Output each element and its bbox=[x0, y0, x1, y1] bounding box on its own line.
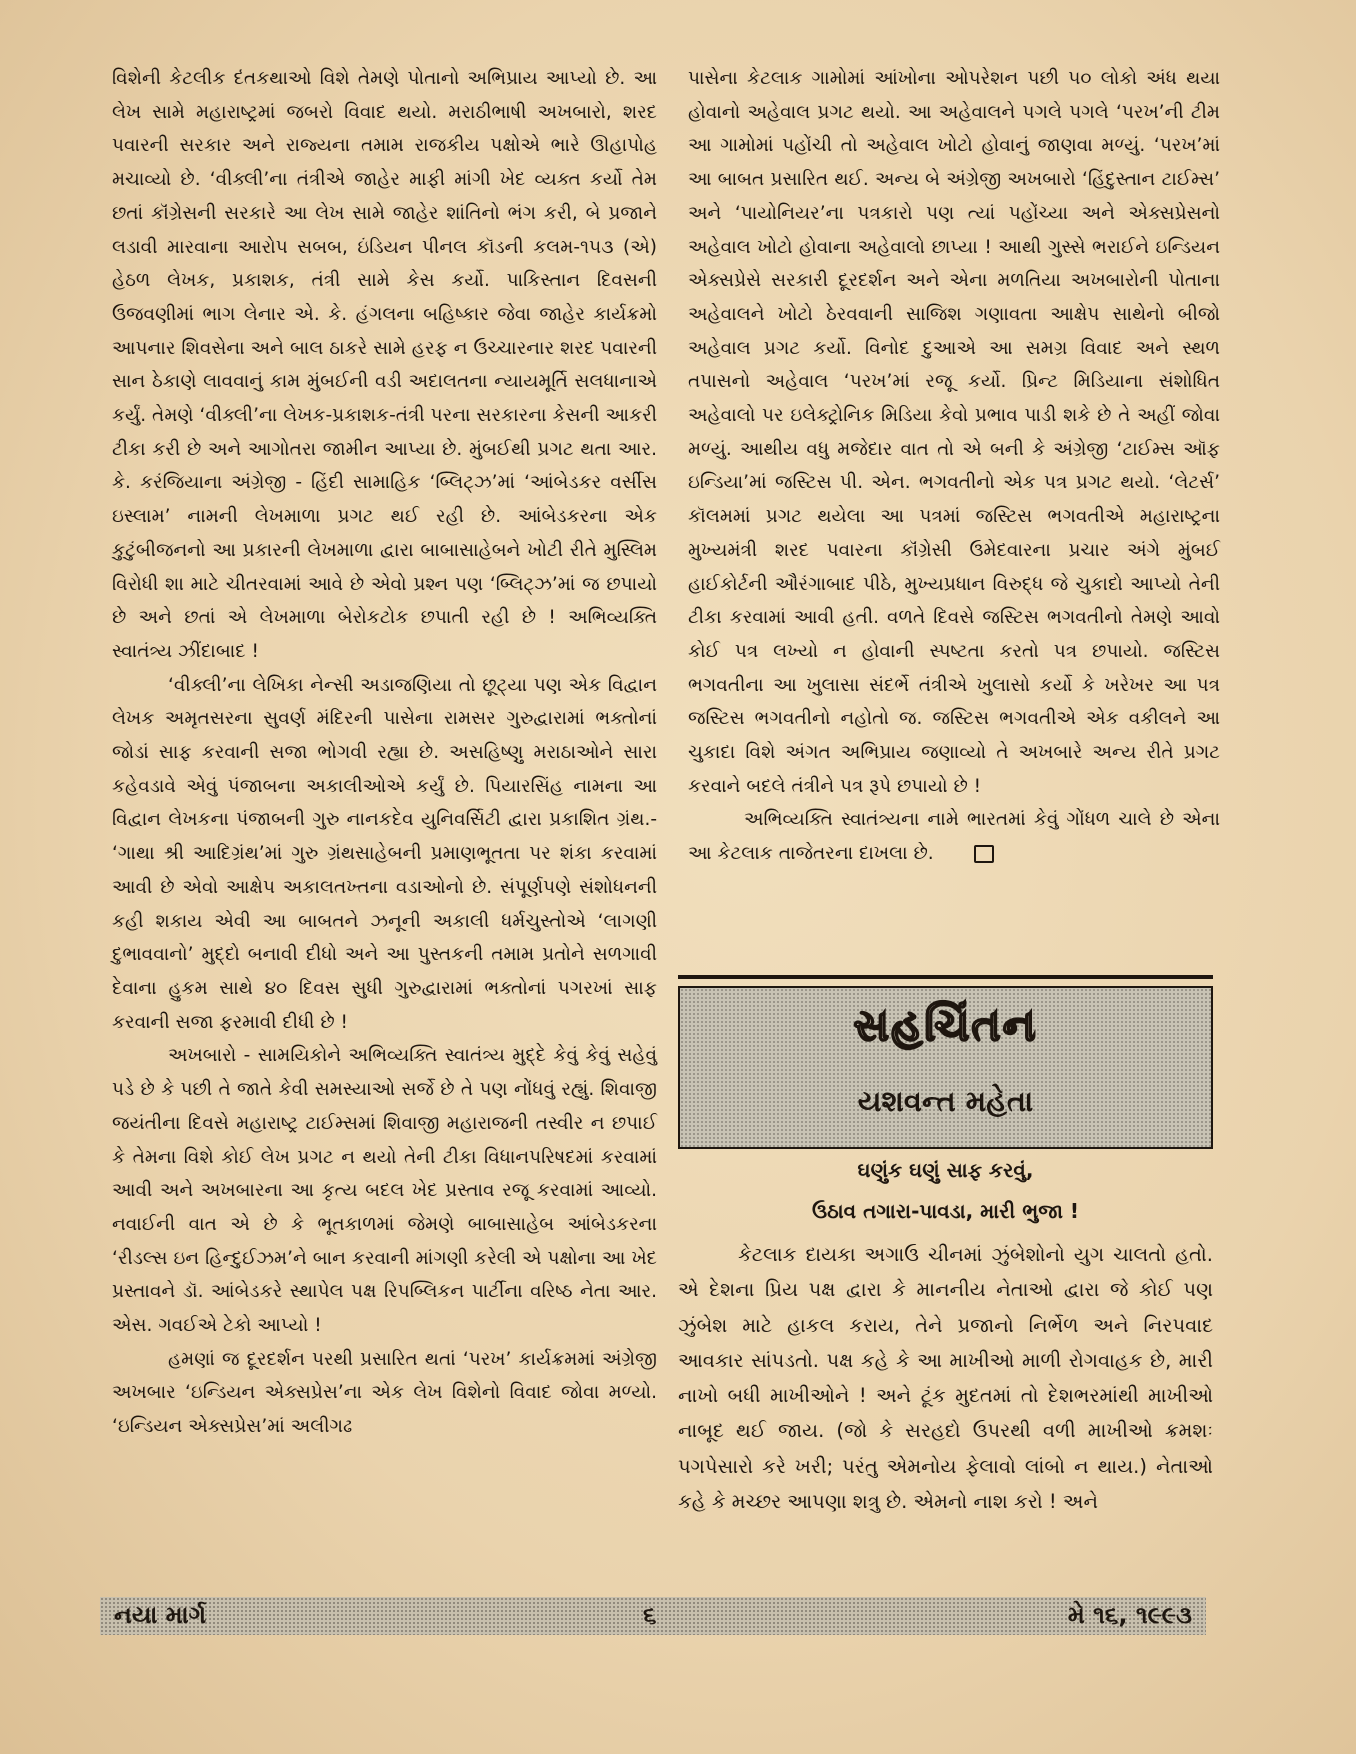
left-paragraph-4: હમણાં જ દૂરદર્શન પરથી પ્રસારિત થતાં ‘પરખ’ કાર્યક્રમમાં અંગ્રેજી અખબાર ‘ઇન્ડિયન એક્સપ્રેસ’ના એક લેખ વિશેનો વિવાદ જોવા મળ્યો. ‘ઇન્ડિયન એક્સપ્રેસ’માં અલીગઢ bbox=[112, 1348, 657, 1438]
right-column bbox=[688, 62, 1220, 871]
footer-date: મે ૧૬, ૧૯૯૩ bbox=[1067, 1601, 1192, 1629]
end-of-article-square-icon bbox=[974, 845, 994, 863]
footer-magazine-name: નયા માર્ગ bbox=[114, 1601, 207, 1629]
column-title-box bbox=[678, 986, 1213, 1149]
essay-paragraph-1: કેટલાક દાયકા અગાઉ ચીનમાં ઝુંબેશોનો યુગ ચાલતો હતો. એ દેશના પ્રિય પક્ષ દ્વારા કે માનનીય નેતાઓ દ્વારા જે કોઈ પણ ઝુંબેશ માટે હાકલ કરાય, તેને પ્રજાનો નિર્ભેળ અને નિરપવાદ આવકાર સાંપડતો. પક્ષ કહે કે આ માખીઓ માળી રોગવાહક છે, મારી નાખો બધી માખીઓને ! અને ટૂંક મુદતમાં તો દેશભરમાંથી માખીઓ નાબૂદ થઈ જાય. (જો કે સરહદો ઉપરથી વળી માખીઓ ક્રમશઃ પગપેસારો કરે ખરી; પરંતુ એમનોય ફેલાવો લાંબો ન થાય.) નેતાઓ કહે કે મચ્છર આપણા શત્રુ છે. એમનો નાશ કરો ! અને bbox=[678, 1243, 1213, 1514]
column-author: યશવન્ત મહેતા bbox=[857, 1084, 1034, 1118]
page-footer bbox=[100, 1597, 1206, 1635]
section-divider-rule bbox=[678, 975, 1213, 979]
right-paragraph-2 bbox=[688, 803, 1220, 870]
left-paragraph-3: અખબારો - સામયિકોને અભિવ્યક્તિ સ્વાતંત્ર્ય મુદ્દે કેવું કેવું સહેવું પડે છે કે પછી તે જાતે કેવી સમસ્યાઓ સર્જે છે તે પણ નોંધવું રહ્યું. શિવાજી જયંતીના દિવસે મહારાષ્ટ્ર ટાઈમ્સમાં શિવાજી મહારાજની તસ્વીર ન છપાઈ કે તેમના વિશે કોઈ લેખ પ્રગટ ન થયો તેની ટીકા વિધાનપરિષદમાં કરવામાં આવી અને અખબારના આ કૃત્ય બદલ ખેદ પ્રસ્તાવ રજૂ કરવામાં આવ્યો. નવાઈની વાત એ છે કે ભૂતકાળમાં જેમણે બાબાસાહેબ આંબેડકરના ‘રીડલ્સ ઇન હિન્દુઈઝમ’ને બાન કરવાની માંગણી કરેલી એ પક્ષોના આ ખેદ પ્રસ્તાવને ડૉ. આંબેડકરે સ્થાપેલ પક્ષ રિપબ્લિકન પાર્ટીના વરિષ્ઠ નેતા આર. એસ. ગવઈએ ટેકો આપ્યો ! bbox=[112, 1045, 657, 1337]
left-paragraph-2: ‘વીક્લી’ના લેખિકા નેન્સી અડાજણિયા તો છૂટ્યા પણ એક વિદ્વાન લેખક અમૃતસરના સુવર્ણ મંદિરની પાસેના રામસર ગુરુદ્વારામાં ભક્તોનાં જોડાં સાફ કરવાની સજા ભોગવી રહ્યા છે. અસહિષ્ણુ મરાઠાઓને સારા કહેવડાવે એવું પંજાબના અકાલીઓએ કર્યું છે. પિયારસિંહ નામના આ વિદ્વાન લેખકના પંજાબની ગુરુ નાનકદેવ યુનિવર્સિટી દ્વારા પ્રકાશિત ગ્રંથ.- ‘ગાથા શ્રી આદિગ્રંથ’માં ગુરુ ગ્રંથસાહેબની પ્રમાણભૂતતા પર શંકા કરવામાં આવી છે એવો આક્ષેપ અકાલતખ્તના વડાઓનો છે. સંપૂર્ણપણે સંશોધનની કહી શકાય એવી આ બાબતને ઝનૂની અકાલી ધર્મચુસ્તોએ ‘લાગણી દુભાવવાનો’ મુદ્દો બનાવી દીધો અને આ પુસ્તકની તમામ પ્રતોને સળગાવી દેવાના હુકમ સાથે ૪૦ દિવસ સુધી ગુરુદ્વારામાં ભક્તોનાં પગરખાં સાફ કરવાની સજા ફરમાવી દીધી છે ! bbox=[112, 674, 657, 1033]
footer-page-number: ૬ bbox=[643, 1601, 657, 1629]
essay-heading-line-1: ઘણુંક ઘણું સાફ કરવું, bbox=[857, 1158, 1034, 1182]
column-title: સહચિંતન bbox=[853, 1000, 1038, 1051]
left-paragraph-1: વિશેની કેટલીક દંતકથાઓ વિશે તેમણે પોતાનો અભિપ્રાય આપ્યો છે. આ લેખ સામે મહારાષ્ટ્રમાં જબરો વિવાદ થયો. મરાઠીભાષી અખબારો, શરદ પવારની સરકાર અને રાજ્યના તમામ રાજકીય પક્ષોએ ભારે ઊહાપોહ મચાવ્યો છે. ‘વીક્લી’ના તંત્રીએ જાહેર માફી માંગી ખેદ વ્યક્ત કર્યો તેમ છતાં કૉંગ્રેસની સરકારે આ લેખ સામે જાહેર શાંતિનો ભંગ કરી, બે પ્રજાને લડાવી મારવાના આરોપ સબબ, ઇંડિયન પીનલ કૉડની કલમ-૧૫૩ (એ) હેઠળ લેખક, પ્રકાશક, તંત્રી સામે કેસ કર્યો. પાકિસ્તાન દિવસની ઉજવણીમાં ભાગ લેનાર એ. કે. હંગલના બહિષ્કાર જેવા જાહેર કાર્યક્રમો આપનાર શિવસેના અને બાલ ઠાકરે સામે હરફ ન ઉચ્ચારનાર શરદ પવારની સાન ઠેકાણે લાવવાનું કામ મુંબઈની વડી અદાલતના ન્યાયમૂર્તિ સલધાનાએ કર્યું. તેમણે ‘વીક્લી’ના લેખક-પ્રકાશક-તંત્રી પરના સરકારના કેસની આકરી ટીકા કરી છે અને આગોતરા જામીન આપ્યા છે. મુંબઈથી પ્રગટ થતા આર. કે. કરંજિયાના અંગ્રેજી - હિંદી સામાહિક ‘બ્લિટ્ઝ’માં ‘આંબેડકર વર્સીસ ઇસ્લામ’ નામની લેખમાળા પ્રગટ થઈ રહી છે. આંબેડકરના એક કુટુંબીજનનો આ પ્રકારની લેખમાળા દ્વારા બાબાસાહેબને ખોટી રીતે મુસ્લિમ વિરોધી શા માટે ચીતરવામાં આવે છે એવો પ્રશ્ન પણ ‘બ્લિટ્ઝ’માં જ છપાયો છે અને છતાં એ લેખમાળા બેરોકટોક છપાતી રહી છે ! અભિવ્યક્તિ સ્વાતંત્ર્ય ઝીંદાબાદ ! bbox=[112, 68, 657, 662]
essay-heading-line-2: ઉઠાવ તગારા-પાવડા, મારી ભુજા ! bbox=[811, 1199, 1079, 1223]
right-paragraph-1: પાસેના કેટલાક ગામોમાં આંખોના ઓપરેશન પછી ૫૦ લોકો અંધ થયા હોવાનો અહેવાલ પ્રગટ થયો. આ અહેવાલને પગલે પગલે ‘પરખ’ની ટીમ આ ગામોમાં પહોંચી તો અહેવાલ ખોટો હોવાનું જાણવા મળ્યું. ‘પરખ’માં આ બાબત પ્રસારિત થઈ. અન્ય બે અંગ્રેજી અખબારો ‘હિંદુસ્તાન ટાઈમ્સ’ અને ‘પાયોનિયર’ના પત્રકારો પણ ત્યાં પહોંચ્યા અને એક્સપ્રેસનો અહેવાલ ખોટો હોવાના અહેવાલો છાપ્યા ! આથી ગુસ્સે ભરાઈને ઇન્ડિયન એક્સપ્રેસે સરકારી દૂરદર્શન અને એના મળતિયા અખબારોની પોતાના અહેવાલને ખોટો ઠેરવવાની સાજિશ ગણાવતા આક્ષેપ સાથેનો બીજો અહેવાલ પ્રગટ કર્યો. વિનોદ દુઆએ આ સમગ્ર વિવાદ અને સ્થળ તપાસનો અહેવાલ ‘પરખ’માં રજૂ કર્યો. પ્રિન્ટ મિડિયાના સંશોધિત અહેવાલો પર ઇલેક્ટ્રોનિક મિડિયા કેવો પ્રભાવ પાડી શકે છે તે અહીં જોવા મળ્યું. આથીય વધુ મજેદાર વાત તો એ બની કે અંગ્રેજી ‘ટાઈમ્સ ઑફ ઇન્ડિયા’માં જસ્ટિસ પી. એન. ભગવતીનો એક પત્ર પ્રગટ થયો. ‘લેટર્સ’ કૉલમમાં પ્રગટ થયેલા આ પત્રમાં જસ્ટિસ ભગવતીએ મહારાષ્ટ્રના મુખ્યમંત્રી શરદ પવારના કૉંગ્રેસી ઉમેદવારના પ્રચાર અંગે મુંબઈ હાઈકોર્ટની ઔરંગાબાદ પીઠે, મુખ્યપ્રધાન વિરુદ્ધ જે ચુકાદો આપ્યો તેની ટીકા કરવામાં આવી હતી. વળતે દિવસે જસ્ટિસ ભગવતીનો તેમણે આવો કોઈ પત્ર લખ્યો ન હોવાની સ્પષ્ટતા કરતો પત્ર છપાયો. જસ્ટિસ ભગવતીના આ ખુલાસા સંદર્ભે તંત્રીએ ખુલાસો કર્યો કે ખરેખર આ પત્ર જસ્ટિસ ભગવતીનો નહોતો જ. જસ્ટિસ ભગવતીએ એક વકીલને આ ચુકાદા વિશે અંગત અભિપ્રાય જણાવ્યો તે અખબારે અન્ય રીતે પ્રગટ કરવાને બદલે તંત્રીને પત્ર રૂપે છપાયો છે ! bbox=[688, 68, 1220, 797]
essay-body bbox=[678, 1237, 1213, 1519]
right-paragraph-2-text: અભિવ્યક્તિ સ્વાતંત્ર્યના નામે ભારતમાં કેવું ગોંધળ ચાલે છે એના આ કેટલાક તાજેતરના દાખલા છે. bbox=[688, 809, 1220, 865]
left-column bbox=[112, 62, 657, 1444]
